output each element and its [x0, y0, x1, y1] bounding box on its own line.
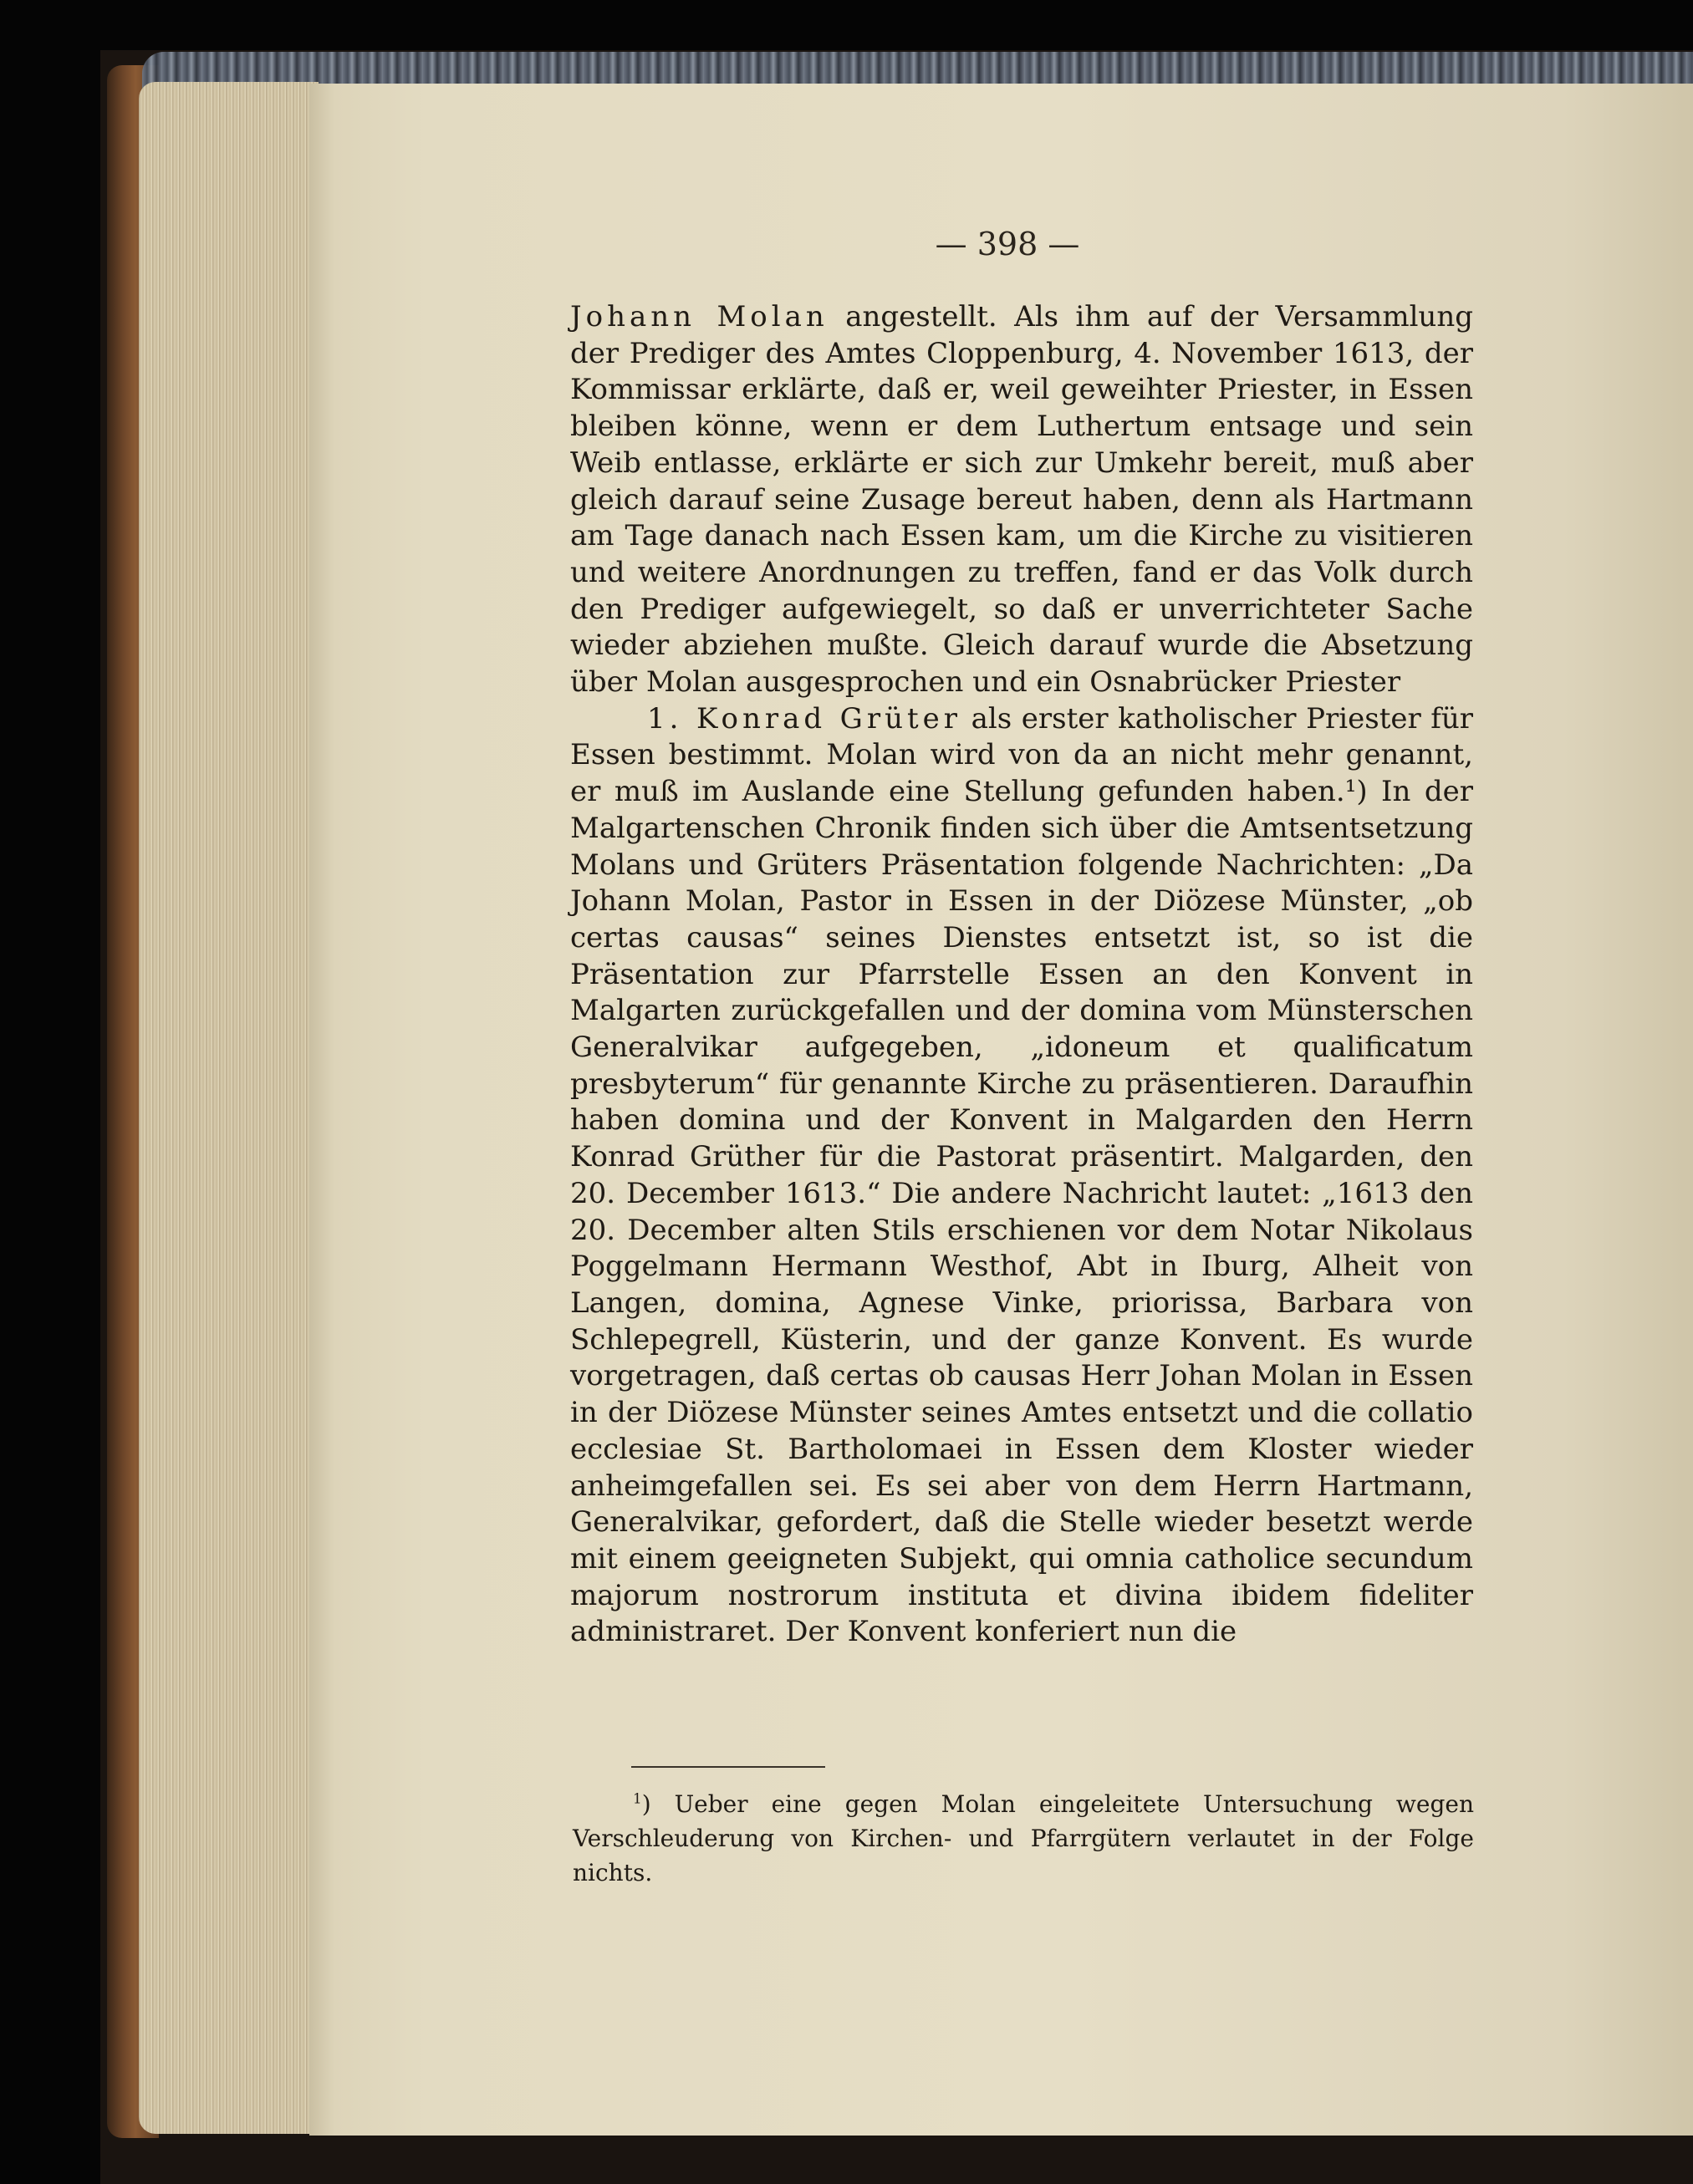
body-text: [570, 299, 1473, 1651]
footnote-marker: 1: [633, 1789, 642, 1807]
paragraph-lead: 1. Konrad Grüter: [647, 701, 962, 736]
paragraph-text: angestellt. Als ihm auf der Versammlung der Prediger des Amtes Cloppenburg, 4. November 1613, der Kommissar erklärte, daß er, weil geweihter Priester, in Essen bleiben könne, wenn er dem Luthertum entsage und sein Weib entlasse, erklärte er sich zur Umkehr bereit, muß aber gleich darauf seine Zusage bereut haben, denn als Hartmann am Tage danach nach Essen kam, um die Kirche zu visitieren und weitere Anordnungen zu treffen, fand er das Volk durch den Prediger aufgewiegelt, so daß er unverrichteter Sache wieder abziehen mußte. Gleich darauf wurde die Absetzung über Molan ausgesprochen und ein Osnabrücker Priester: [570, 300, 1473, 700]
footnote-text: [573, 1787, 1474, 1890]
footnote-rule: [631, 1766, 825, 1768]
paragraph-text: als erster katholischer Priester für Essen bestimmt. Molan wird von da an nicht mehr genannt, er muß im Auslande eine Stellung gefunden haben.¹) In der Malgartenschen Chronik finden sich über die Amtsentsetzung Molans und Grüters Präsentation folgende Nachrichten: „Da Johann Molan, Pastor in Essen in der Diözese Münster, „ob certas causas“ seines Dienstes entsetzt ist, so ist die Präsentation zur Pfarrstelle Essen an den Konvent in Malgarten zurückgefallen und der domina vom Münsterschen Generalvikar aufgegeben, „idoneum et qualificatum presbyterum“ für genannte Kirche zu präsentieren. Daraufhin haben domina und der Konvent in Malgarden den Herrn Konrad Grüther für die Pastorat präsentirt. Malgarden, den 20. December 1613.“ Die andere Nachricht lautet: „1613 den 20. December alten Stils erschienen vor dem Notar Nikolaus Poggelmann Hermann Westhof, Abt in Iburg, Alheit von Langen, domina, Agnese Vinke, priorissa, Barbara von Schlepegrell, Küsterin, und der ganze Konvent. Es wurde vorgetragen, daß certas ob causas Herr Johan Molan in Essen in der Diözese Münster seines Amtes entsetzt und die collatio ecclesiae St. Bartholomaei in Essen dem Kloster wieder anheimgefallen sei. Es sei aber von dem Herrn Hartmann, Generalvikar, gefordert, daß die Stelle wieder besetzt werde mit einem geeigneten Subjekt, qui omnia catholice secundum majorum nostrorum instituta et divina ibidem fideliter administraret. Der Konvent konferiert nun die: [570, 701, 1474, 1649]
page-number: — 398 —: [935, 226, 1080, 262]
footnote: [573, 1787, 1474, 1890]
paragraph-2: [570, 701, 1473, 1651]
footnote-body: ) Ueber eine gegen Molan eingeleitete Untersuchung wegen Verschleuderung von Kirchen- und Pfarrgütern verlautet in der Folge nichts.: [573, 1790, 1474, 1886]
paragraph-1: [570, 299, 1473, 701]
paragraph-lead: Johann Molan: [570, 300, 829, 333]
page-stack: [139, 82, 319, 2134]
